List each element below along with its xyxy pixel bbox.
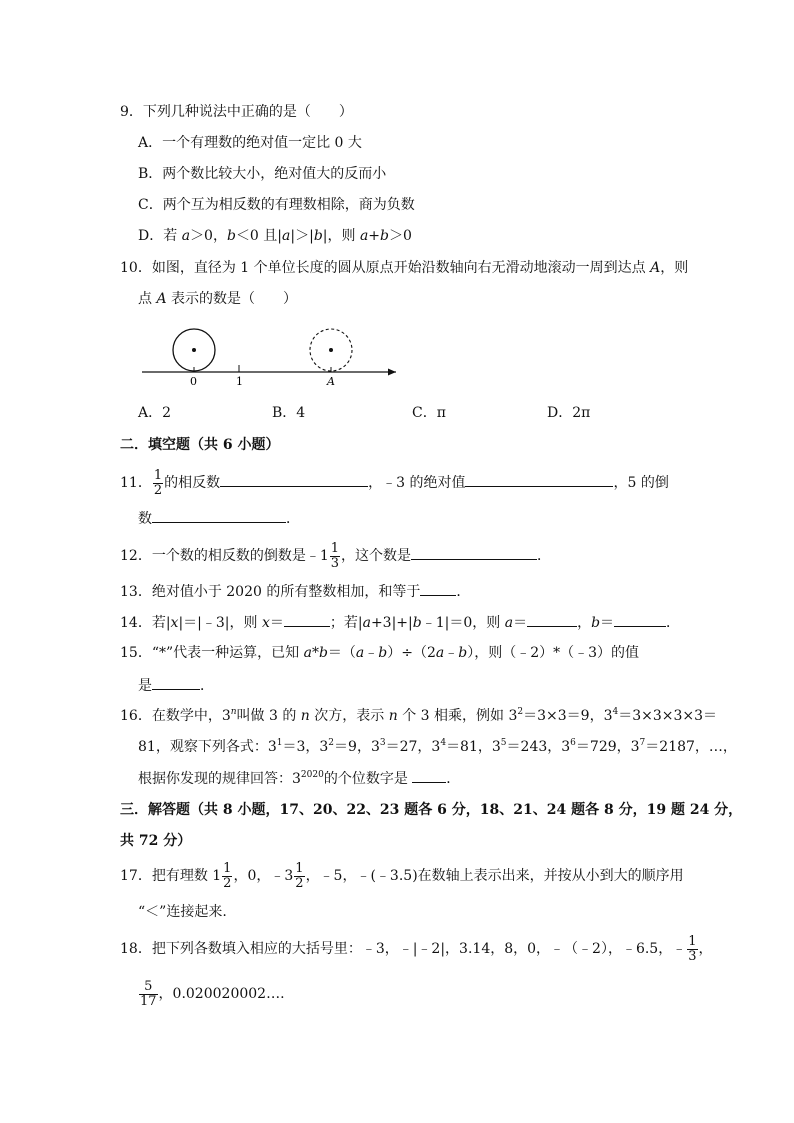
q13-blank[interactable] <box>420 581 456 596</box>
section-2-heading: 二．填空题（共 6 小题） <box>120 437 280 453</box>
q10-stem-line2: 点 A 表示的数是（ ） <box>138 291 298 307</box>
q11-blank-3[interactable] <box>152 508 286 523</box>
q11-fraction: $\frac{1}{2}$ <box>153 467 163 498</box>
q18-line2: $\frac{5}{17}$ ，0.020020002…. <box>140 978 285 1009</box>
q17-line2: “＜”连接起来. <box>138 904 227 920</box>
q13: 13．绝对值小于 2020 的所有整数相加，和等于 ． <box>120 581 470 602</box>
q11-line2: 数 ． <box>138 508 300 529</box>
q16-line2: 81，观察下列各式：$3^1=3$，$3^2=9$，$3^3=27$，$3^4=81$，$3^5=243$，$3^6=729$，$3^7=2187$，…， <box>138 738 737 755</box>
q12-blank[interactable] <box>411 545 537 560</box>
section-3-heading-line2: 共 72 分） <box>120 833 192 849</box>
q15-line1: 15．“*”代表一种运算，已知 a*b＝（a﹣b）÷（2a﹣b），则（﹣2）*（﹣3）的值 <box>120 645 640 661</box>
q16-line1: 16．在数学中，3$^n$叫做 3 的 n 次方，表示 n 个 3 相乘，例如 $3^2=3\times 3=9$，$3^4=3\times 3\times 3\times 3=$ <box>120 707 718 724</box>
solid-circle-center <box>192 348 196 352</box>
q15-line2: 是 ． <box>138 675 214 696</box>
q14: 14．若|x|＝|﹣3|，则 x＝ ；若|a+3|+|b﹣1|＝0，则 a＝ ，b＝ ． <box>120 612 680 633</box>
q15-blank[interactable] <box>152 675 200 690</box>
q16-blank[interactable] <box>412 768 446 783</box>
q10-stem-line1: 10．如图，直径为 1 个单位长度的圆从原点开始沿数轴向右无滑动地滚动一周到达点 A，则 <box>120 260 689 276</box>
label-A: A <box>327 375 335 388</box>
q9-stem: 9．下列几种说法中正确的是（ ） <box>120 104 353 120</box>
q11-blank-1[interactable] <box>220 472 368 487</box>
q18-fraction-1: $\frac{1}{3}$ <box>688 933 697 964</box>
q10-option-d: D．2π <box>547 405 591 421</box>
label-0: 0 <box>190 375 197 388</box>
q18-fraction-2: $\frac{5}{17}$ <box>140 978 157 1009</box>
q11-line1: 11． $\frac{1}{2}$ 的相反数 ，﹣3 的绝对值 ，5 的倒 <box>120 467 669 498</box>
section-3-heading-line1: 三．解答题（共 8 小题，17、20、22、23 题各 6 分，18、21、24 题各 8 分，19 题 24 分， <box>120 802 743 818</box>
q9-option-c: C．两个互为相反数的有理数相除，商为负数 <box>138 197 415 213</box>
q14-blank-x[interactable] <box>284 612 330 627</box>
q10-option-b: B．4 <box>272 405 306 421</box>
q12: 12．一个数的相反数的倒数是﹣1 $\frac{1}{3}$ ，这个数是 ． <box>120 540 552 571</box>
q9-option-a: A．一个有理数的绝对值一定比 0 大 <box>138 135 362 151</box>
label-1: 1 <box>236 375 243 388</box>
q17-fraction-2: $\frac{1}{2}$ <box>295 860 304 891</box>
q16-line3: 根据你发现的规律回答：$3^{2020}$的个位数字是 ． <box>138 770 461 787</box>
q9-option-d: D．若 a＞0，b＜0 且|a|＞|b|，则 a+b＞0 <box>138 228 412 244</box>
dashed-circle-center <box>329 348 333 352</box>
q18-line1: 18．把下列各数填入相应的大括号里：﹣3，﹣|﹣2|，3.14，8，0，﹣（﹣2），﹣6.5，﹣ $\frac{1}{3}$ ， <box>120 933 713 964</box>
q9-option-b: B．两个数比较大小，绝对值大的反而小 <box>138 166 387 182</box>
q14-blank-b[interactable] <box>614 612 666 627</box>
q10-option-a: A．2 <box>138 405 172 421</box>
q11-blank-2[interactable] <box>465 472 613 487</box>
q17-fraction-1: $\frac{1}{2}$ <box>223 860 232 891</box>
q10-option-c: C．π <box>412 405 446 421</box>
q14-blank-a[interactable] <box>527 612 577 627</box>
q10-figure <box>0 0 794 400</box>
q12-fraction: $\frac{1}{3}$ <box>330 540 340 571</box>
number-line-arrow <box>388 369 396 376</box>
q17-line1: 17．把有理数 1 $\frac{1}{2}$ ，0，﹣3 $\frac{1}{2}$ ，﹣5，﹣(﹣3.5)在数轴上表示出来，并按从小到大的顺序用 <box>120 860 684 891</box>
